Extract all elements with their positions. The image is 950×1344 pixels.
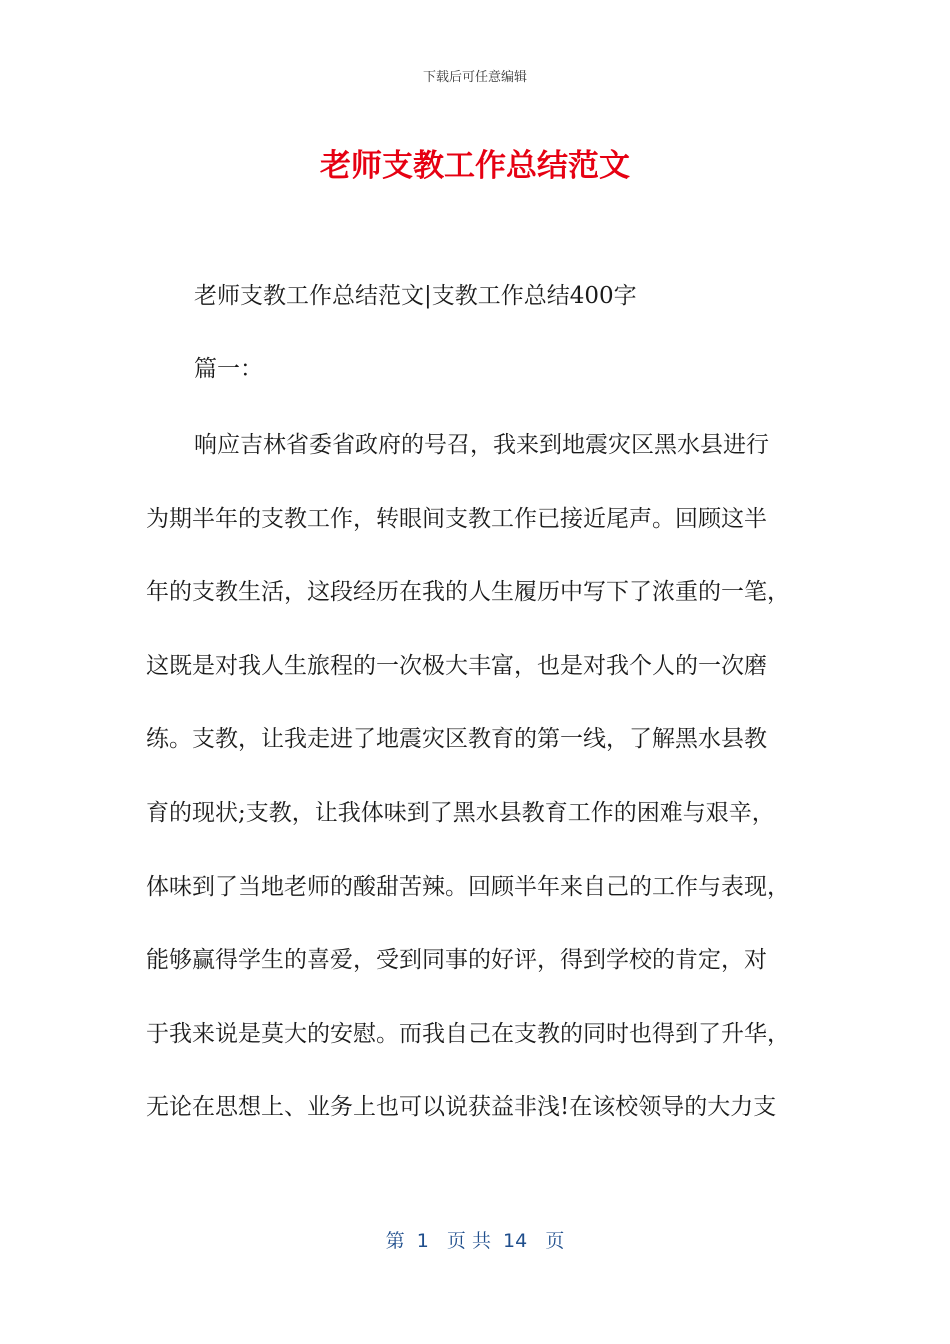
body-line: 响应吉林省委省政府的号召，我来到地震灾区黑水县进行 xyxy=(194,432,769,458)
document-title: 老师支教工作总结范文 xyxy=(320,148,630,184)
document-subtitle: 老师支教工作总结范文|支教工作总结400字 xyxy=(194,283,637,309)
body-line: 无论在思想上、业务上也可以说获益非浅!在该校领导的大力支 xyxy=(146,1094,777,1121)
section-label: 篇一： xyxy=(194,356,263,382)
body-line: 于我来说是莫大的安慰。而我自己在支教的同时也得到了升华， xyxy=(146,1020,790,1047)
page-indicator: 第 1 页 共 14 页 xyxy=(385,1230,565,1252)
body-line: 为期半年的支教工作，转眼间支教工作已接近尾声。回顾这半 xyxy=(146,505,767,532)
body-line: 体味到了当地老师的酸甜苦辣。回顾半年来自己的工作与表现， xyxy=(146,873,790,900)
body-paragraph xyxy=(146,422,806,1158)
body-line: 年的支教生活，这段经历在我的人生履历中写下了浓重的一笔， xyxy=(146,579,790,606)
body-line: 能够赢得学生的喜爱，受到同事的好评，得到学校的肯定，对 xyxy=(146,947,767,974)
body-line: 这既是对我人生旅程的一次极大丰富，也是对我个人的一次磨 xyxy=(146,652,767,679)
body-line: 练。支教，让我走进了地震灾区教育的第一线，了解黑水县教 xyxy=(146,726,767,753)
body-line: 育的现状;支教，让我体味到了黑水县教育工作的困难与艰辛， xyxy=(146,799,775,826)
header-note: 下载后可任意编辑 xyxy=(422,70,527,85)
